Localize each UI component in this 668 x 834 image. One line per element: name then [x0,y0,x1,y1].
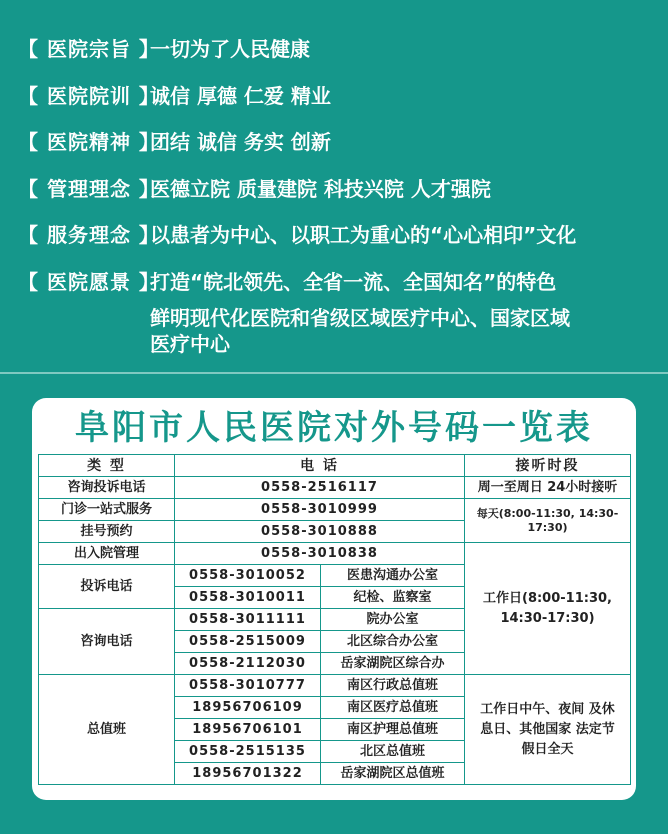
phone-cell: 0558-3011111 [175,609,321,631]
principle-text: 一切为了人民健康 [150,37,310,61]
dept-cell: 岳家湖院区总值班 [321,763,465,785]
principle-label: 【 服务理念 】 [18,223,160,247]
phone-cell: 0558-2515009 [175,631,321,653]
phone-cell: 0558-3010838 [175,543,465,565]
dept-cell: 南区护理总值班 [321,719,465,741]
header-phone: 电 话 [175,455,465,477]
header-hours: 接听时段 [465,455,631,477]
header-type: 类 型 [39,455,175,477]
principle-label: 【 医院院训 】 [18,84,160,108]
phone-cell: 18956701322 [175,763,321,785]
principle-vision-line-3: 医疗中心 [150,332,230,356]
principle-service [18,222,576,248]
principle-text: 诚信 厚德 仁爱 精业 [150,84,331,108]
principle-motto [18,83,331,109]
principle-label: 【 医院愿景 】 [18,270,160,294]
principle-label: 【 管理理念 】 [18,177,160,201]
phone-cell: 18956706109 [175,697,321,719]
phone-directory-table [38,454,631,785]
dept-cell: 北区综合办公室 [321,631,465,653]
table-header-row [39,455,631,477]
principle-text: 打造“皖北领先、全省一流、全国知名”的特色 [150,270,557,294]
table-row [39,477,631,499]
table-row [39,543,631,565]
principle-mission [18,36,310,62]
hospital-principles [0,0,668,372]
principle-text: 以患者为中心、以职工为重心的“心心相印”文化 [150,223,577,247]
dept-cell: 纪检、监察室 [321,587,465,609]
principle-spirit [18,129,331,155]
phone-cell: 0558-3010999 [175,499,465,521]
phone-cell: 0558-3010011 [175,587,321,609]
principle-label: 【 医院宗旨 】 [18,37,160,61]
section-divider [0,372,668,374]
type-cell: 门诊一站式服务 [39,499,175,521]
phone-cell: 0558-2516117 [175,477,465,499]
phone-cell: 0558-3010777 [175,675,321,697]
phone-cell: 18956706101 [175,719,321,741]
hours-cell: 工作日中午、夜间 及休息日、其他国家 法定节假日全天 [465,675,631,785]
type-cell: 咨询电话 [39,609,175,675]
dept-cell: 南区医疗总值班 [321,697,465,719]
dept-cell: 医患沟通办公室 [321,565,465,587]
type-cell: 挂号预约 [39,521,175,543]
principle-management [18,176,491,202]
table-row [39,499,631,521]
phone-cell: 0558-2515135 [175,741,321,763]
hours-cell: 周一至周日 24小时接听 [465,477,631,499]
phone-cell: 0558-3010052 [175,565,321,587]
directory-title: 阜阳市人民医院对外号码一览表 [75,408,593,448]
principle-vision [18,269,556,295]
type-cell: 出入院管理 [39,543,175,565]
principle-vision-line-2: 鲜明现代化医院和省级区域医疗中心、国家区域 [150,306,570,330]
dept-cell: 南区行政总值班 [321,675,465,697]
principle-text: 团结 诚信 务实 创新 [150,130,331,154]
type-cell: 咨询投诉电话 [39,477,175,499]
principle-label: 【 医院精神 】 [18,130,160,154]
table-row [39,675,631,697]
type-cell: 投诉电话 [39,565,175,609]
phone-directory-card [32,398,636,800]
dept-cell: 岳家湖院区综合办 [321,653,465,675]
dept-cell: 院办公室 [321,609,465,631]
phone-cell: 0558-3010888 [175,521,465,543]
phone-cell: 0558-2112030 [175,653,321,675]
dept-cell: 北区总值班 [321,741,465,763]
type-cell: 总值班 [39,675,175,785]
hours-cell: 每天(8:00-11:30, 14:30-17:30) [465,499,631,543]
hours-cell: 工作日(8:00-11:30, 14:30-17:30) [465,543,631,675]
principle-text: 医德立院 质量建院 科技兴院 人才强院 [150,177,491,201]
